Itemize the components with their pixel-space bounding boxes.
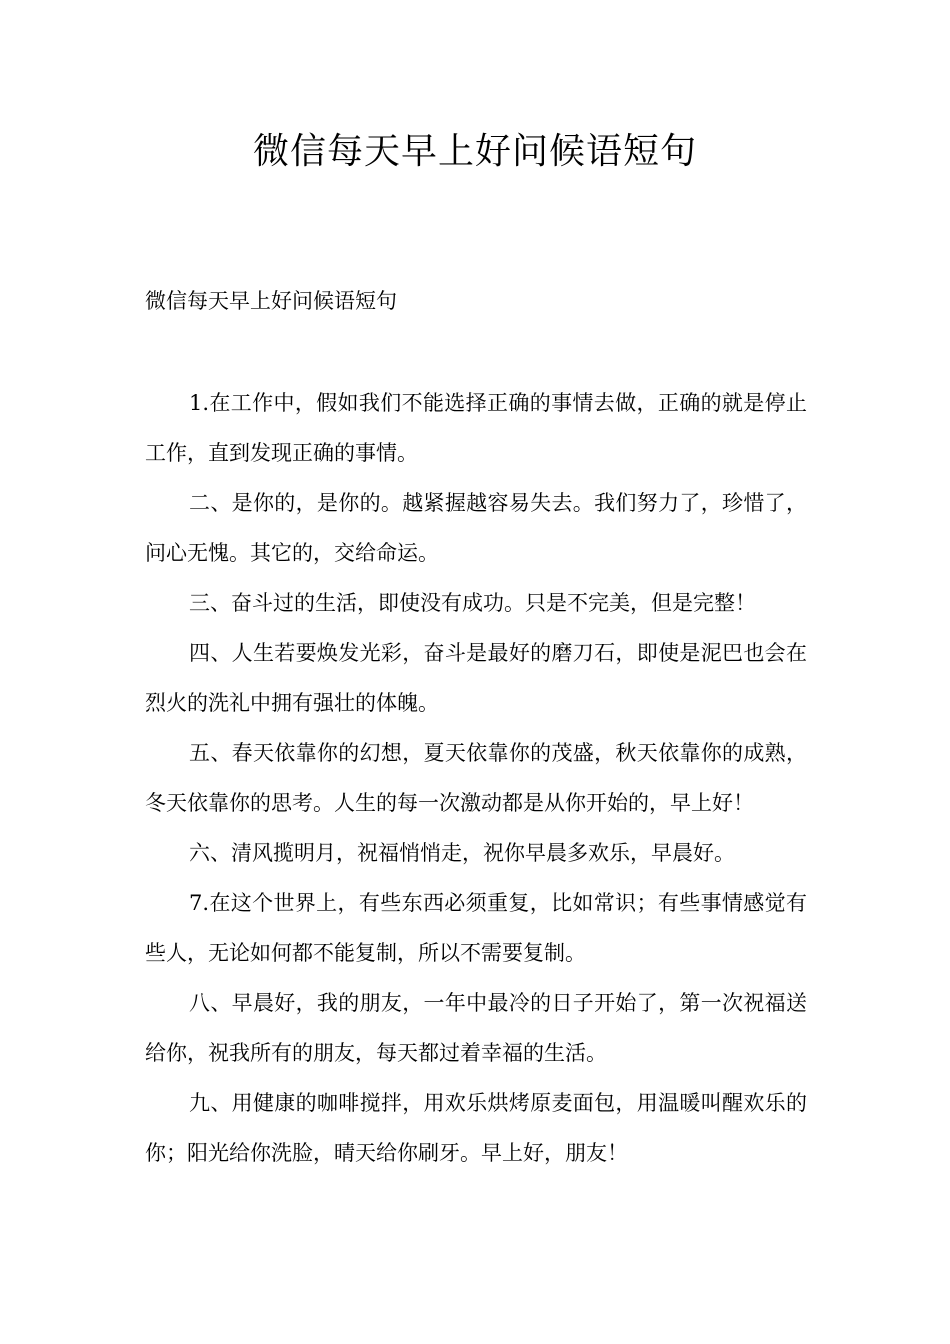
paragraph-6: 六、清风揽明月，祝福悄悄走，祝你早晨多欢乐，早晨好。 [189,841,735,865]
document-title: 微信每天早上好问候语短句 [252,131,697,172]
document-body [145,378,807,1178]
paragraph-7: 7.在这个世界上，有些东西必须重复，比如常识；有些事情感觉有些人，无论如何都不能复制，所以不需要复制。 [145,891,807,965]
paragraph-4: 四、人生若要焕发光彩，奋斗是最好的磨刀石，即使是泥巴也会在烈火的洗礼中拥有强壮的体魄。 [145,641,807,715]
paragraph-1: 1.在工作中，假如我们不能选择正确的事情去做，正确的就是停止工作，直到发现正确的事情。 [145,391,807,465]
document-subtitle: 微信每天早上好问候语短句 [145,289,397,313]
paragraph-2: 二、是你的，是你的。越紧握越容易失去。我们努力了，珍惜了，问心无愧。其它的，交给命运。 [145,491,807,565]
paragraph-3: 三、奋斗过的生活，即使没有成功。只是不完美，但是完整！ [189,591,756,615]
paragraph-8: 八、早晨好，我的朋友，一年中最冷的日子开始了，第一次祝福送给你，祝我所有的朋友，每天都过着幸福的生活。 [145,991,807,1065]
paragraph-5: 五、春天依靠你的幻想，夏天依靠你的茂盛，秋天依靠你的成熟，冬天依靠你的思考。人生的每一次激动都是从你开始的，早上好！ [145,741,807,815]
paragraph-9: 九、用健康的咖啡搅拌，用欢乐烘烤原麦面包，用温暖叫醒欢乐的你；阳光给你洗脸，晴天给你刷牙。早上好，朋友！ [145,1091,807,1165]
